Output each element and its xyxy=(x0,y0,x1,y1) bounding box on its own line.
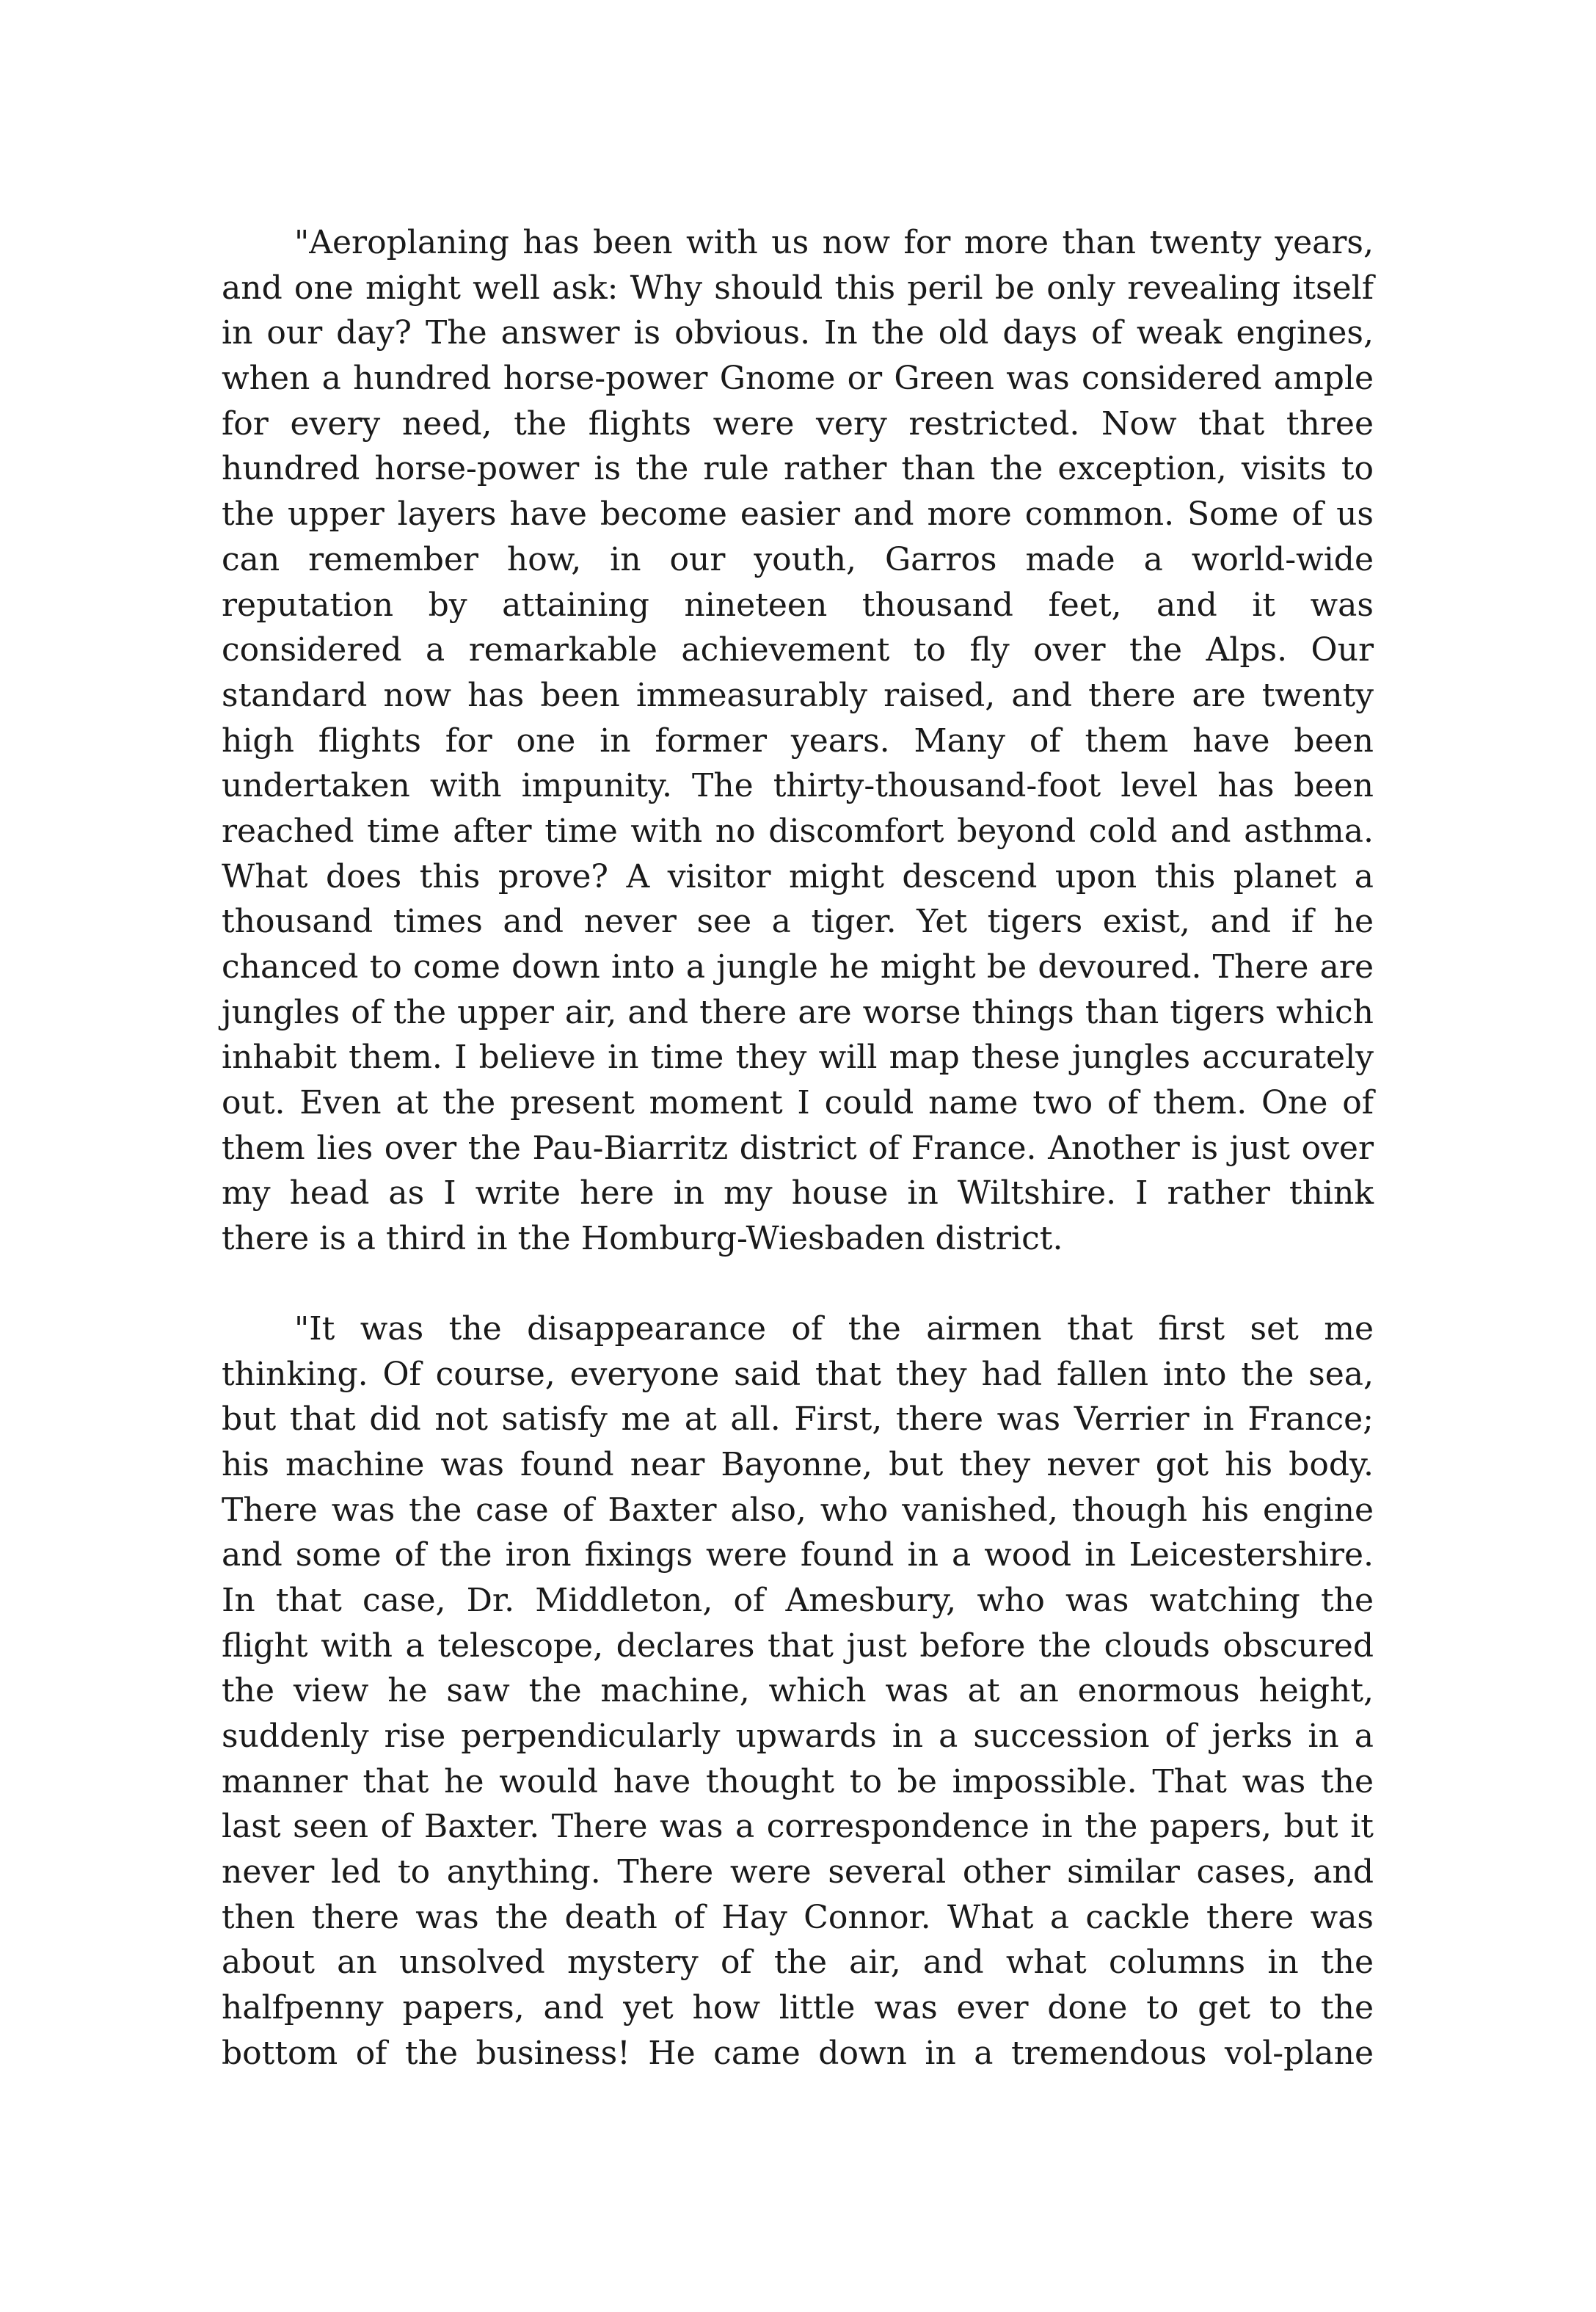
text-line: manner that he would have thought to be impossible. That was the xyxy=(222,1762,1374,1800)
text-line: out. Even at the present moment I could name two of them. One of xyxy=(222,1084,1374,1122)
text-line: can remember how, in our youth, Garros made a world-wide xyxy=(222,540,1374,578)
text-line: there is a third in the Homburg-Wiesbaden district. xyxy=(222,1220,1063,1258)
text-line: undertaken with impunity. The thirty-thousand-foot level has been xyxy=(222,767,1374,805)
text-line: last seen of Baxter. There was a correspondence in the papers, but it xyxy=(222,1808,1374,1846)
text-line: reputation by attaining nineteen thousand feet, and it was xyxy=(222,586,1374,624)
text-line: and one might well ask: Why should this peril be only revealing itself xyxy=(222,269,1374,307)
body-text xyxy=(222,220,1374,2076)
text-line: my head as I write here in my house in Wiltshire. I rather think xyxy=(222,1174,1374,1213)
text-line: for every need, the flights were very restricted. Now that three xyxy=(222,404,1374,443)
text-line: suddenly rise perpendicularly upwards in a succession of jerks in a xyxy=(222,1717,1374,1755)
text-line: flight with a telescope, declares that just before the clouds obscured xyxy=(222,1626,1374,1665)
text-line: the upper layers have become easier and more common. Some of us xyxy=(222,495,1374,534)
text-line: bottom of the business! He came down in a tremendous vol-plane xyxy=(222,2034,1374,2072)
text-line: chanced to come down into a jungle he might be devoured. There are xyxy=(222,948,1374,986)
text-line: about an unsolved mystery of the air, and what columns in the xyxy=(222,1944,1374,1982)
text-line: considered a remarkable achievement to fly over the Alps. Our xyxy=(222,631,1374,669)
text-line: halfpenny papers, and yet how little was ever done to get to the xyxy=(222,1989,1374,2027)
text-line: There was the case of Baxter also, who vanished, though his engine xyxy=(222,1491,1374,1529)
text-line: then there was the death of Hay Connor. What a cackle there was xyxy=(222,1898,1374,1936)
text-line: reached time after time with no discomfort beyond cold and asthma. xyxy=(222,812,1374,850)
text-line: standard now has been immeasurably raised, and there are twenty xyxy=(222,676,1374,714)
text-line: high flights for one in former years. Many of them have been xyxy=(222,721,1374,760)
text-line: jungles of the upper air, and there are worse things than tigers which xyxy=(222,993,1374,1031)
text-line: thousand times and never see a tiger. Yet tigers exist, and if he xyxy=(222,903,1374,941)
text-line: hundred horse-power is the rule rather than the exception, visits to xyxy=(222,450,1374,488)
text-line: and some of the iron fixings were found in a wood in Leicestershire. xyxy=(222,1536,1374,1574)
text-line: the view he saw the machine, which was at an enormous height, xyxy=(222,1672,1374,1710)
text-line: "Aeroplaning has been with us now for more than twenty years, xyxy=(294,224,1374,261)
text-line: inhabit them. I believe in time they will map these jungles accurately xyxy=(222,1039,1374,1077)
text-line: in our day? The answer is obvious. In the old days of weak engines, xyxy=(222,314,1374,352)
text-line: thinking. Of course, everyone said that they had fallen into the sea, xyxy=(222,1355,1374,1393)
text-line: them lies over the Pau-Biarritz district of France. Another is just over xyxy=(222,1129,1374,1167)
text-line: his machine was found near Bayonne, but they never got his body. xyxy=(222,1445,1374,1483)
paragraph-1 xyxy=(222,220,1374,1262)
text-line: but that did not satisfy me at all. First, there was Verrier in France; xyxy=(222,1400,1374,1439)
paragraph-2 xyxy=(222,1306,1374,2076)
text-line: "It was the disappearance of the airmen that first set me xyxy=(294,1309,1374,1348)
text-line: never led to anything. There were several other similar cases, and xyxy=(222,1853,1374,1891)
text-line: In that case, Dr. Middleton, of Amesbury, who was watching the xyxy=(222,1581,1374,1619)
text-line: What does this prove? A visitor might descend upon this planet a xyxy=(222,857,1374,895)
text-line: when a hundred horse-power Gnome or Green was considered ample xyxy=(222,360,1374,398)
